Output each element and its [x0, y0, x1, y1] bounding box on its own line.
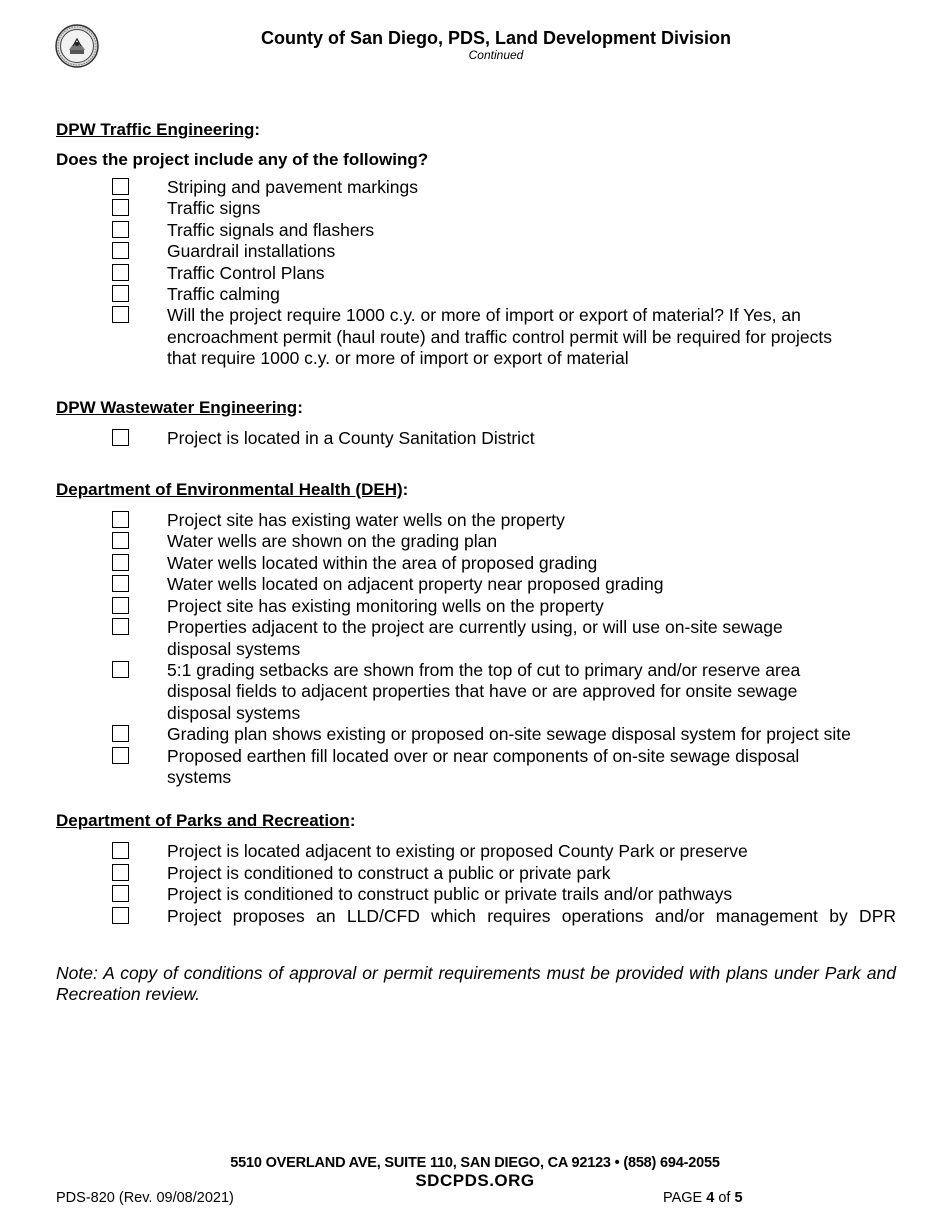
- traffic-checklist: [56, 177, 896, 370]
- checkbox[interactable]: [112, 907, 129, 924]
- checkbox[interactable]: [112, 842, 129, 859]
- deh-checklist: [56, 510, 896, 788]
- section-wastewater-heading: DPW Wastewater Engineering:: [56, 397, 303, 417]
- list-item: Proposed earthen fill located over or near components of on-site sewage disposal systems: [56, 746, 896, 789]
- list-item: Water wells located on adjacent property near proposed grading: [56, 574, 896, 595]
- list-item: Traffic signals and flashers: [56, 220, 896, 241]
- checkbox[interactable]: [112, 264, 129, 281]
- checkbox[interactable]: [112, 864, 129, 881]
- page-subtitle: Continued: [468, 48, 524, 62]
- checkbox[interactable]: [112, 242, 129, 259]
- checkbox[interactable]: [112, 747, 129, 764]
- section-traffic-heading: DPW Traffic Engineering:: [56, 120, 261, 139]
- checkbox[interactable]: [112, 554, 129, 571]
- traffic-question: Does the project include any of the following?: [56, 150, 429, 169]
- parks-checklist: [56, 841, 896, 927]
- list-item: Traffic signs: [56, 198, 896, 219]
- footer-website: SDCPDS.ORG: [415, 1171, 535, 1190]
- form-content: [56, 119, 896, 1006]
- checkbox[interactable]: [112, 618, 129, 635]
- checkbox[interactable]: [112, 661, 129, 678]
- list-item: 5:1 grading setbacks are shown from the top of cut to primary and/or reserve area disposal fields to adjacent properties that have or are approved for onsite sewage disposal systems: [56, 660, 896, 724]
- list-item: Project is located in a County Sanitation District: [56, 428, 896, 449]
- checkbox[interactable]: [112, 285, 129, 302]
- list-item: Project proposes an LLD/CFD which requires operations and/or management by DPR: [56, 906, 896, 927]
- list-item: Grading plan shows existing or proposed on-site sewage disposal system for project site: [56, 724, 896, 745]
- checkbox[interactable]: [112, 575, 129, 592]
- list-item: Project is conditioned to construct a public or private park: [56, 863, 896, 884]
- list-item: Water wells are shown on the grading plan: [56, 531, 896, 552]
- list-item: Traffic Control Plans: [56, 263, 896, 284]
- form-id: PDS-820 (Rev. 09/08/2021): [56, 1190, 234, 1206]
- list-item: Project site has existing water wells on the property: [56, 510, 896, 531]
- section-parks-heading: Department of Parks and Recreation:: [56, 811, 356, 831]
- checkbox[interactable]: [112, 221, 129, 238]
- list-item: Project site has existing monitoring wells on the property: [56, 596, 896, 617]
- section-deh-heading: Department of Environmental Health (DEH):: [56, 480, 409, 500]
- checkbox[interactable]: [112, 511, 129, 528]
- note-text: Note: A copy of conditions of approval or permit requirements must be provided with plans under Park and Recreation review.: [56, 962, 896, 1005]
- checkbox[interactable]: [112, 725, 129, 742]
- checkbox[interactable]: [112, 885, 129, 902]
- checkbox[interactable]: [112, 199, 129, 216]
- checkbox[interactable]: [112, 532, 129, 549]
- checkbox[interactable]: [112, 597, 129, 614]
- list-item: Properties adjacent to the project are currently using, or will use on-site sewage disposal systems: [56, 617, 896, 660]
- checkbox[interactable]: [112, 178, 129, 195]
- checkbox[interactable]: [112, 306, 129, 323]
- list-item: Traffic calming: [56, 284, 896, 305]
- list-item: Project is located adjacent to existing or proposed County Park or preserve: [56, 841, 896, 862]
- list-item: Water wells located within the area of proposed grading: [56, 553, 896, 574]
- list-item: Project is conditioned to construct public or private trails and/or pathways: [56, 884, 896, 905]
- list-item: Will the project require 1000 c.y. or more of import or export of material? If Yes, an encroachment permit (haul route) and traffic control permit will be required for projects that require 1000 c.y. or more of import or export of material: [56, 305, 896, 369]
- page-number: PAGE 4 of 5: [663, 1190, 743, 1206]
- page-title: County of San Diego, PDS, Land Development Division: [260, 28, 732, 48]
- footer-address: 5510 OVERLAND AVE, SUITE 110, SAN DIEGO, CA 92123 • (858) 694-2055: [230, 1155, 720, 1171]
- list-item: Guardrail installations: [56, 241, 896, 262]
- wastewater-checklist: [56, 428, 896, 449]
- checkbox[interactable]: [112, 429, 129, 446]
- list-item: Striping and pavement markings: [56, 177, 896, 198]
